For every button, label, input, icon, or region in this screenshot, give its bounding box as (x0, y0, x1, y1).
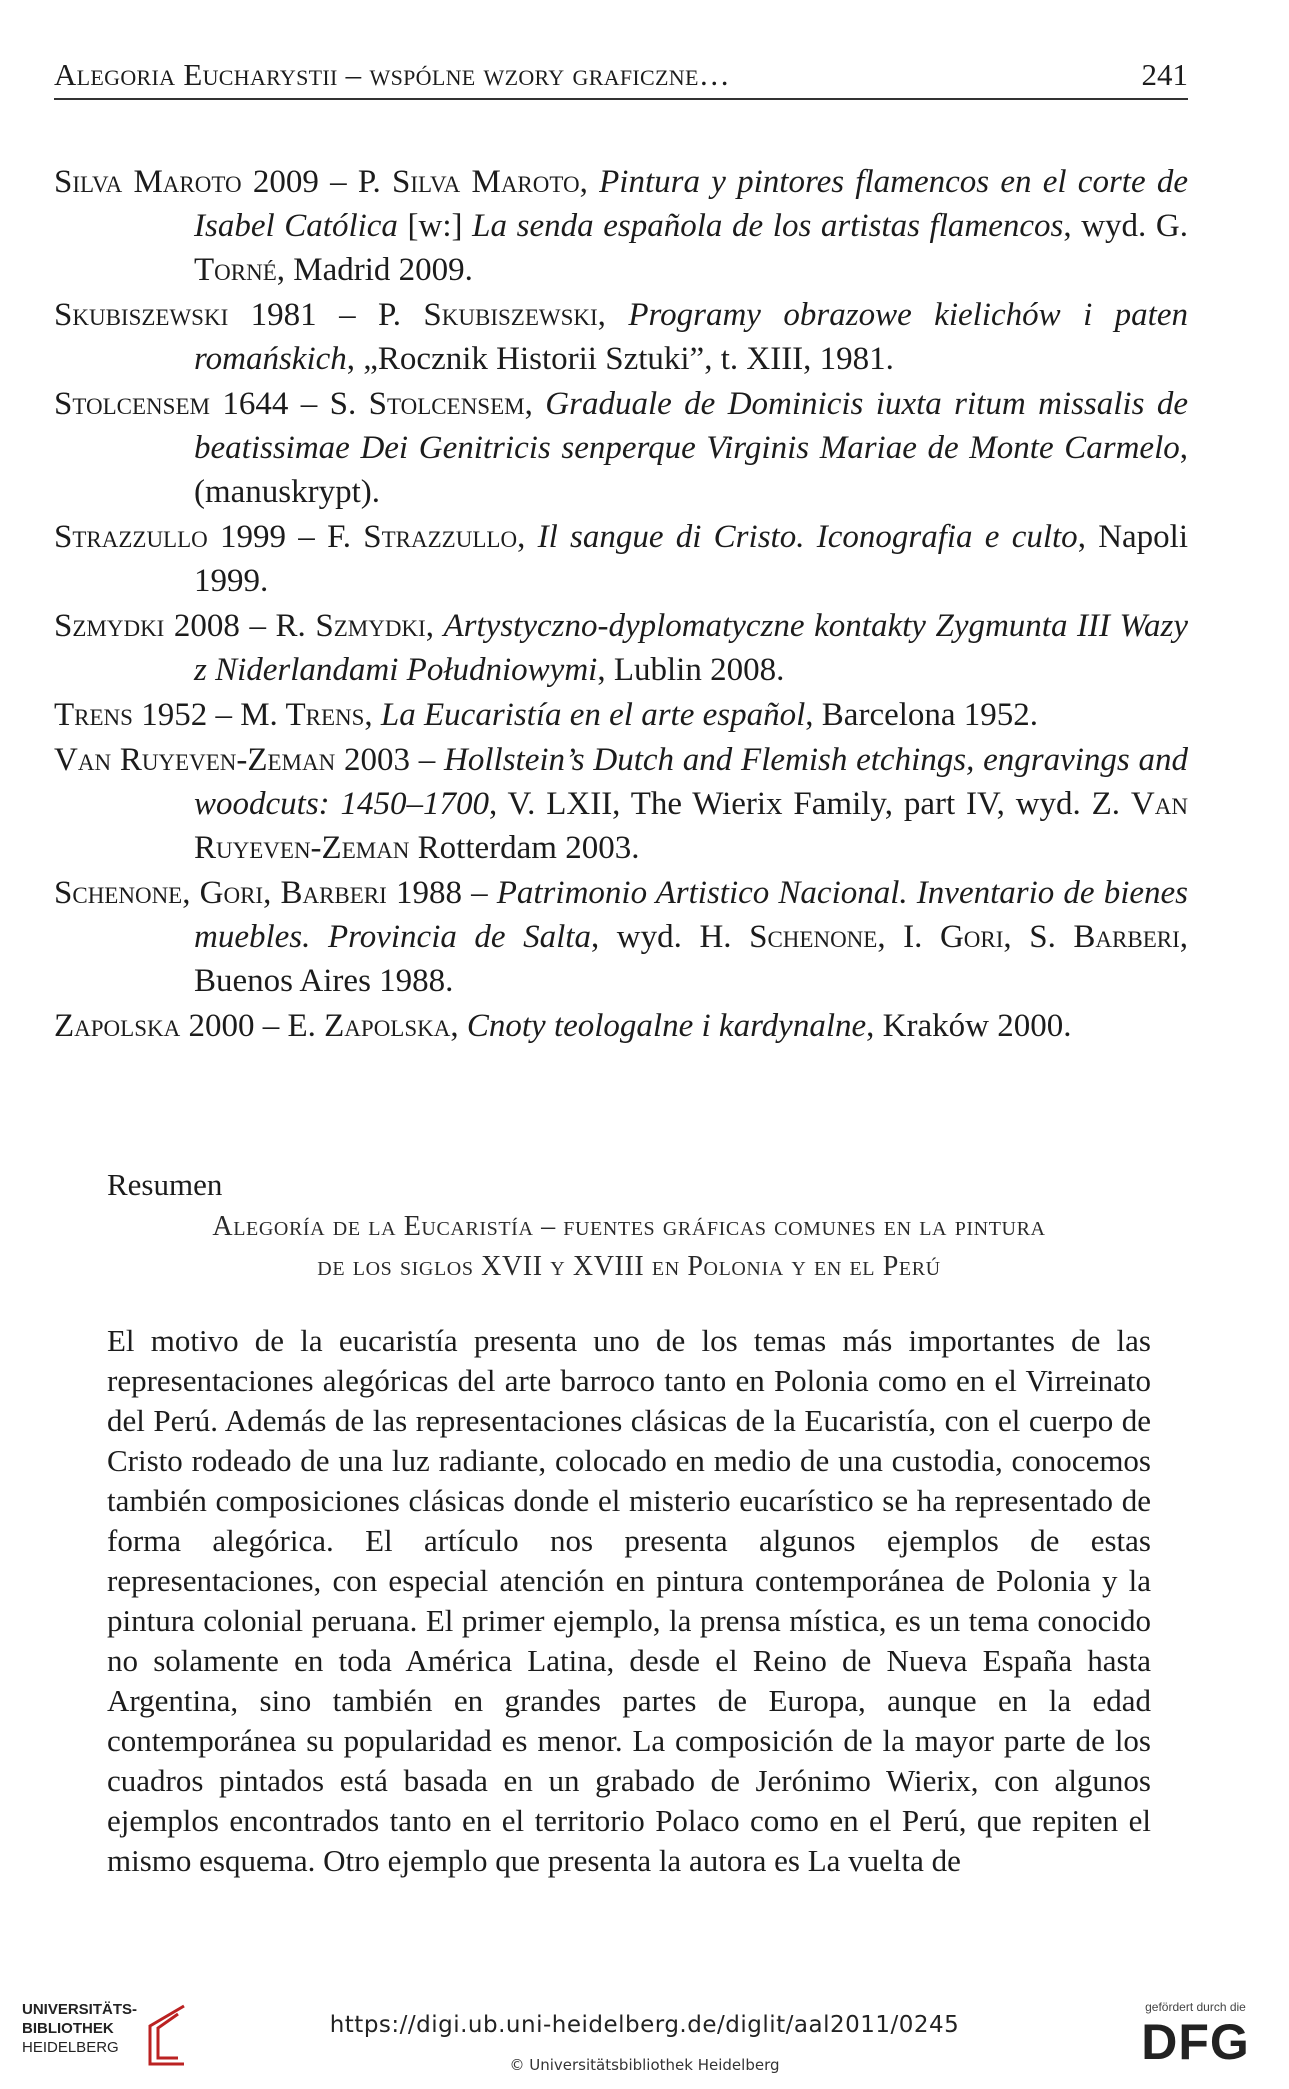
library-name-line-2: BIBLIOTHEK (22, 2020, 114, 2037)
bib-details: , (manuskrypt). (194, 430, 1188, 510)
resumen-title (107, 1207, 1151, 1287)
bib-author: S. Stolcensem (329, 386, 525, 422)
bib-entry (54, 293, 1188, 381)
bib-author: M. Trens (240, 697, 365, 733)
bib-title: Programy obrazowe kielichów i paten romańskich (194, 297, 1188, 377)
resumen-section (107, 1165, 1151, 1881)
bibliography (54, 160, 1188, 1049)
bib-title: Artystyczno-dyplomatyczne kontakty Zygmunta III Wazy z Niderlandami Południowymi (194, 608, 1189, 688)
library-name-line-1: UNIVERSITÄTS- (22, 2001, 138, 2018)
bib-entry (54, 738, 1188, 870)
bib-sep: , (579, 164, 600, 200)
bib-key: Skubiszewski 1981 – (54, 297, 379, 333)
bib-details-2: , wyd. G. (1063, 208, 1189, 244)
bib-title: La Eucaristía en el arte español (380, 697, 806, 733)
dfg-wordmark: DFG (1141, 2014, 1250, 2070)
bib-details-3: Rotterdam 2003. (409, 830, 640, 866)
resumen-title-line-2: de los siglos XVII y XVIII en Polonia y en el Perú (317, 1251, 941, 1282)
bib-author: F. Strazzullo (327, 519, 518, 555)
resumen-label: Resumen (107, 1167, 223, 1202)
bib-key: Schenone, Gori, Barberi 1988 – (54, 875, 497, 911)
bib-sep: , (597, 297, 629, 333)
bib-editor: Schenone, I. Gori, S. Barberi (749, 919, 1180, 955)
bib-details-3: , Buenos Aires 1988. (194, 919, 1188, 999)
bib-title: Cnoty teologalne i kardynalne (466, 1008, 867, 1044)
bib-author: E. Zapolska (287, 1008, 451, 1044)
bib-title: Il sangue di Cristo. Iconografia e culto (537, 519, 1078, 555)
bib-details: , wyd. H. (590, 919, 750, 955)
bib-sep: , (517, 519, 538, 555)
bib-editor: Torné (194, 252, 277, 288)
bib-author: P. Silva Maroto (357, 164, 580, 200)
bib-title: Pintura y pintores flamencos en el corte de Isabel Católica (194, 164, 1189, 244)
bib-entry (54, 1004, 1188, 1048)
bib-entry (54, 515, 1188, 603)
bib-details-3: , Madrid 2009. (276, 252, 473, 288)
funded-by-label: gefördert durch die (1145, 2000, 1246, 2014)
bib-entry (54, 693, 1188, 737)
bib-details: , Barcelona 1952. (805, 697, 1039, 733)
bib-key: Van Ruyeven-Zeman 2003 – (54, 742, 445, 778)
dfg-logo (1128, 2000, 1263, 2080)
bib-key: Silva Maroto 2009 – (54, 164, 358, 200)
bib-entry (54, 160, 1188, 292)
bib-sep: , (450, 1008, 467, 1044)
resumen-body: El motivo de la eucaristía presenta uno de los temas más importantes de las representaciones alegóricas del arte barroco tanto en Polonia como en el Virreinato del Perú. Además de las representaciones clásicas de la Eucaristía, con el cuerpo de Cristo rodeado de una luz radiante, colocado en medio de una custodia, conocemos también composiciones clásicas donde el misterio eucarístico se ha representado de forma alegórica. El artículo nos presenta algunos ejemplos de estas representaciones, con especial atención en pintura contemporánea de Polonia y la pintura colonial peruana. El primer ejemplo, la prensa mística, es un tema conocido no solamente en toda América Latina, desde el Reino de Nueva España hasta Argentina, sino también en grandes partes de Europa, aunque en la edad contemporánea su popularidad es menor. La composición de la mayor parte de los cuadros pintados está basada en un grabado de Jerónimo Wierix, con algunos ejemplos encontrados tanto en el territorio Polaco como en el Perú, que repiten el mismo esquema. Otro ejemplo que presenta la autora es La vuelta de (107, 1323, 1151, 1878)
bib-details: [w:] (397, 208, 473, 244)
bib-title: Patrimonio Artistico Nacional. Inventario de bienes muebles. Provincia de Salta (194, 875, 1188, 955)
bib-entry (54, 382, 1188, 514)
bib-title: Graduale de Dominicis iuxta ritum missalis de beatissimae Dei Genitricis senperque Virginis Mariae de Monte Carmelo (194, 386, 1188, 466)
running-header (54, 58, 1188, 100)
bib-key: Stolcensem 1644 – (54, 386, 330, 422)
bib-title-2: La senda española de los artistas flamencos (472, 208, 1064, 244)
bib-sep: , (364, 697, 381, 733)
bib-details: , „Rocznik Historii Sztuki”, t. XIII, 1981. (346, 341, 894, 377)
bib-key: Strazzullo 1999 – (54, 519, 328, 555)
copyright-notice: © Universitätsbibliothek Heidelberg (509, 2056, 780, 2074)
page-number: 241 (1141, 57, 1188, 92)
bib-editor: Van Ruyeven-Zeman (194, 786, 1188, 866)
bib-details: , Kraków 2000. (866, 1008, 1072, 1044)
bib-details: , V. LXII, The Wierix Family, part IV, wyd. Z. (489, 786, 1131, 822)
bib-sep: , (524, 386, 546, 422)
bib-title: Hollstein’s Dutch and Flemish etchings, engravings and woodcuts: 1450–1700 (194, 742, 1189, 822)
bib-details: , Lublin 2008. (597, 652, 785, 688)
bib-details: , Napoli 1999. (194, 519, 1189, 599)
bib-author: P. Skubiszewski (378, 297, 598, 333)
bib-entry (54, 871, 1188, 1003)
document-url[interactable]: https://digi.ub.uni-heidelberg.de/diglit/aal2011/0245 (329, 2012, 960, 2038)
bib-sep: , (425, 608, 444, 644)
bib-author: R. Szmydki (275, 608, 426, 644)
bib-key: Szmydki 2008 – (54, 608, 276, 644)
bib-entry (54, 604, 1188, 692)
bib-key: Trens 1952 – (54, 697, 241, 733)
resumen-title-line-1: Alegoría de la Eucaristía – fuentes gráficas comunes en la pintura (212, 1211, 1046, 1242)
bib-key: Zapolska 2000 – (54, 1008, 288, 1044)
library-name-line-3: HEIDELBERG (22, 2039, 119, 2056)
page-footer (0, 1990, 1289, 2089)
running-title: Alegoria Eucharystii – wspólne wzory graficzne… (54, 57, 730, 92)
